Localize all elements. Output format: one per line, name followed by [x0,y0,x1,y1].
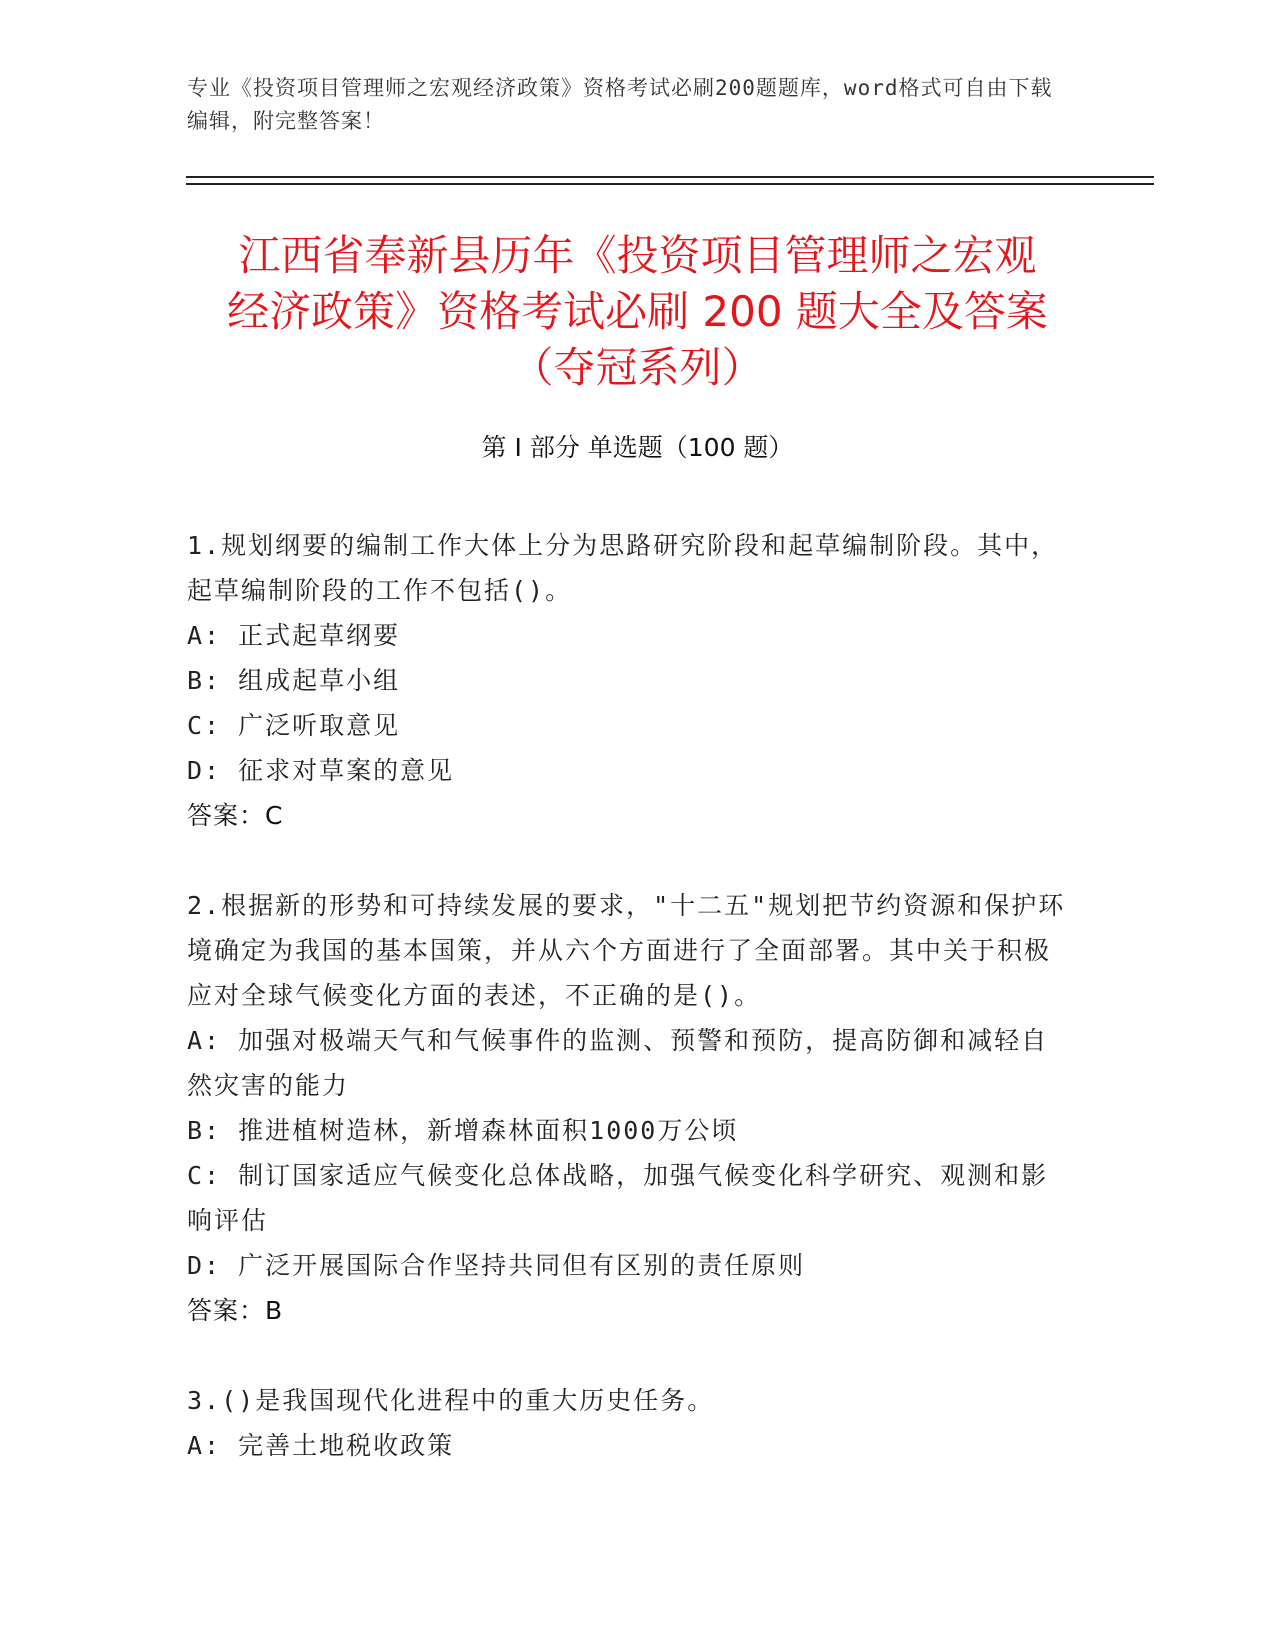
option-a: A: 完善土地税收政策 [187,1431,455,1460]
document-title [150,228,1125,396]
question-text: 2.根据新的形势和可持续发展的要求，"十二五"规划把节约资源和保护环境确定为我国的基本国策，并从六个方面进行了全面部署。其中关于积极应对全球气候变化方面的表述，不正确的是()。 [187,891,1066,1010]
option-c: C: 广泛听取意见 [187,711,401,740]
title-line-3: （夺冠系列） [511,343,764,392]
question-1 [187,523,1067,838]
question-list [187,523,1067,1513]
question-2 [187,883,1067,1333]
option-a: A: 加强对极端天气和气候事件的监测、预警和预防，提高防御和减轻自然灾害的能力 [187,1026,1049,1100]
header-note: 专业《投资项目管理师之宏观经济政策》资格考试必刷200题题库，word格式可自由下载编辑，附完整答案！ [187,76,1053,133]
answer: 答案：B [187,1296,284,1325]
option-b: B: 推进植树造林，新增森林面积1000万公顷 [187,1116,739,1145]
question-text: 1.规划纲要的编制工作大体上分为思路研究阶段和起草编制阶段。其中，起草编制阶段的工作不包括()。 [187,531,1059,605]
answer: 答案：C [187,801,284,830]
header-divider-bottom [186,183,1154,185]
title-line-1: 江西省奉新县历年《投资项目管理师之宏观 [238,231,1037,280]
question-text: 3.()是我国现代化进程中的重大历史任务。 [187,1386,715,1415]
option-b: B: 组成起草小组 [187,666,401,695]
option-c: C: 制订国家适应气候变化总体战略，加强气候变化科学研究、观测和影响评估 [187,1161,1049,1235]
section-title: 第 I 部分 单选题（100 题） [481,433,794,462]
header-divider-top [186,176,1154,178]
option-a: A: 正式起草纲要 [187,621,401,650]
title-line-2: 经济政策》资格考试必刷 200 题大全及答案 [227,287,1048,336]
question-3 [187,1378,1067,1468]
option-d: D: 广泛开展国际合作坚持共同但有区别的责任原则 [187,1251,806,1280]
option-d: D: 征求对草案的意见 [187,756,455,785]
